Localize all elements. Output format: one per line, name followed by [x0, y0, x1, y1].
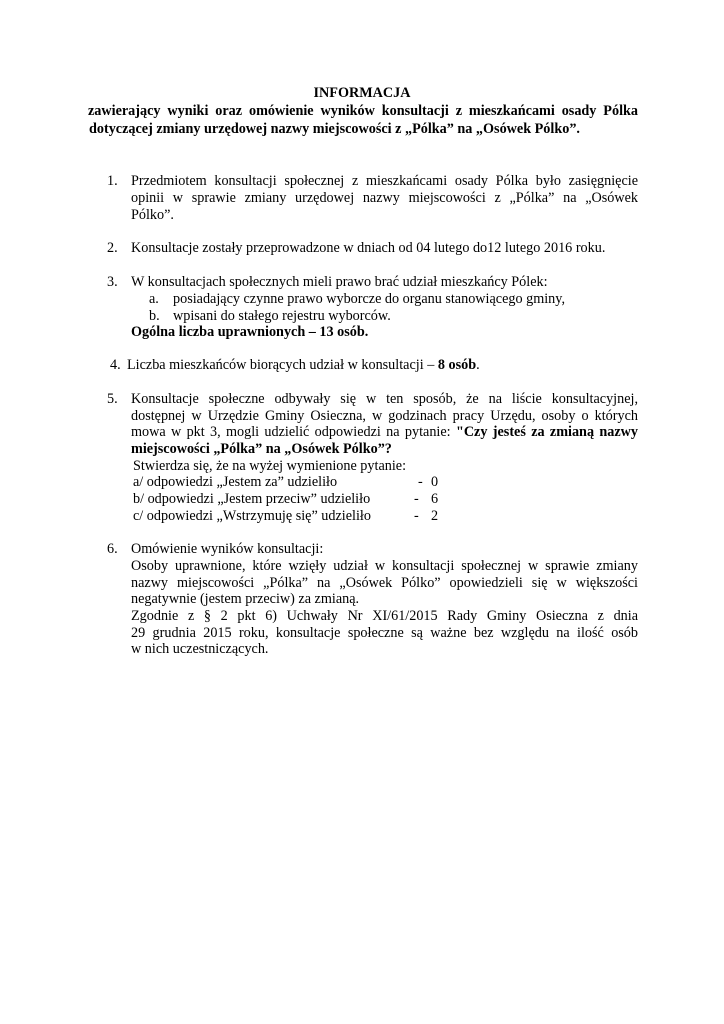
item-6-p2-line1: Zgodnie z § 2 pkt 6) Uchwały Nr XI/61/2015 Rady Gminy Osieczna z dnia	[131, 608, 638, 624]
item-6-p2-line3: w nich uczestniczących.	[131, 641, 269, 657]
item-6-p1-line3: negatywnie (jestem przeciw) za zmianą.	[131, 591, 360, 607]
item-4-text: Liczba mieszkańców biorących udział w konsultacji –	[127, 357, 438, 373]
document-subtitle-line1: zawierający wyniki oraz omówienie wyników konsultacji z mieszkańcami osady Pólka	[88, 103, 638, 119]
item-3a-text: posiadający czynne prawo wyborcze do organu stanowiącego gminy,	[173, 291, 565, 307]
item-5-statement: Stwierdza się, że na wyżej wymienione pytanie:	[133, 458, 407, 474]
item-3b-label: b.	[149, 308, 160, 324]
answer-a-dash: -	[418, 474, 423, 490]
item-1-line2: opinii w sprawie zmiany urzędowej nazwy miejscowości z „Pólka” na „Osówek	[131, 190, 638, 206]
item-5-question-start: "Czy jesteś za zmianą nazwy	[455, 424, 638, 440]
item-1-line1: Przedmiotem konsultacji społecznej z mieszkańcami osady Pólka było zasięgnięcie	[131, 173, 638, 189]
item-4-number: 4.	[110, 357, 121, 373]
answer-b-count: 6	[431, 491, 439, 507]
answer-c-label: c/ odpowiedzi „Wstrzymuję się” udzieliło	[133, 508, 371, 524]
answer-a-label: a/ odpowiedzi „Jestem za” udzieliło	[133, 474, 338, 490]
item-3-number: 3.	[107, 274, 118, 290]
item-2-text: Konsultacje zostały przeprowadzone w dniach od 04 lutego do12 lutego 2016 roku.	[131, 240, 606, 256]
item-5-line2: dostępnej w Urzędzie Gminy Osieczna, w godzinach pracy Urzędu, osoby o których	[131, 408, 638, 424]
item-6-number: 6.	[107, 541, 118, 557]
answer-c-dash: -	[414, 508, 419, 524]
item-3-total: Ogólna liczba uprawnionych – 13 osób.	[131, 324, 369, 340]
item-3a-label: a.	[149, 291, 159, 307]
answer-b-dash: -	[414, 491, 419, 507]
item-5-line3-text: mowa w pkt 3, mogli udzielić odpowiedzi na pytanie:	[131, 424, 456, 440]
item-6-p1-line2: nazwy miejscowości „Pólka” na „Osówek Pólko” opowiedzieli się w większości	[131, 575, 638, 591]
item-6-heading: Omówienie wyników konsultacji:	[131, 541, 324, 557]
item-6-p2-line2: 29 grudnia 2015 roku, konsultacje społeczne są ważne bez względu na ilość osób	[131, 625, 638, 641]
item-5-question-end: miejscowości „Pólka” na „Osówek Pólko”?	[131, 441, 392, 457]
answer-c-count: 2	[431, 508, 439, 524]
item-2-number: 2.	[107, 240, 118, 256]
item-1-line3: Pólko”.	[131, 207, 174, 223]
item-4-participants: 8 osób	[437, 357, 477, 373]
item-6-p1-line1: Osoby uprawnione, które wzięły udział w konsultacji społecznej w sprawie zmiany	[131, 558, 638, 574]
document-subtitle-line2: dotyczącej zmiany urzędowej nazwy miejscowości z „Pólka” na „Osówek Pólko”.	[89, 121, 580, 137]
answer-b-label: b/ odpowiedzi „Jestem przeciw” udzieliło	[133, 491, 371, 507]
item-5-number: 5.	[107, 391, 118, 407]
answer-a-count: 0	[431, 474, 439, 490]
item-1-number: 1.	[107, 173, 118, 189]
item-3b-text: wpisani do stałego rejestru wyborców.	[173, 308, 391, 324]
item-3-text: W konsultacjach społecznych mieli prawo brać udział mieszkańcy Pólek:	[131, 274, 548, 290]
item-5-line1: Konsultacje społeczne odbywały się w ten sposób, że na liście konsultacyjnej,	[131, 391, 638, 407]
document-title: INFORMACJA	[313, 85, 411, 101]
item-5-line3	[131, 424, 638, 441]
item-4-sentence	[127, 357, 480, 374]
item-4-end: .	[476, 357, 480, 373]
